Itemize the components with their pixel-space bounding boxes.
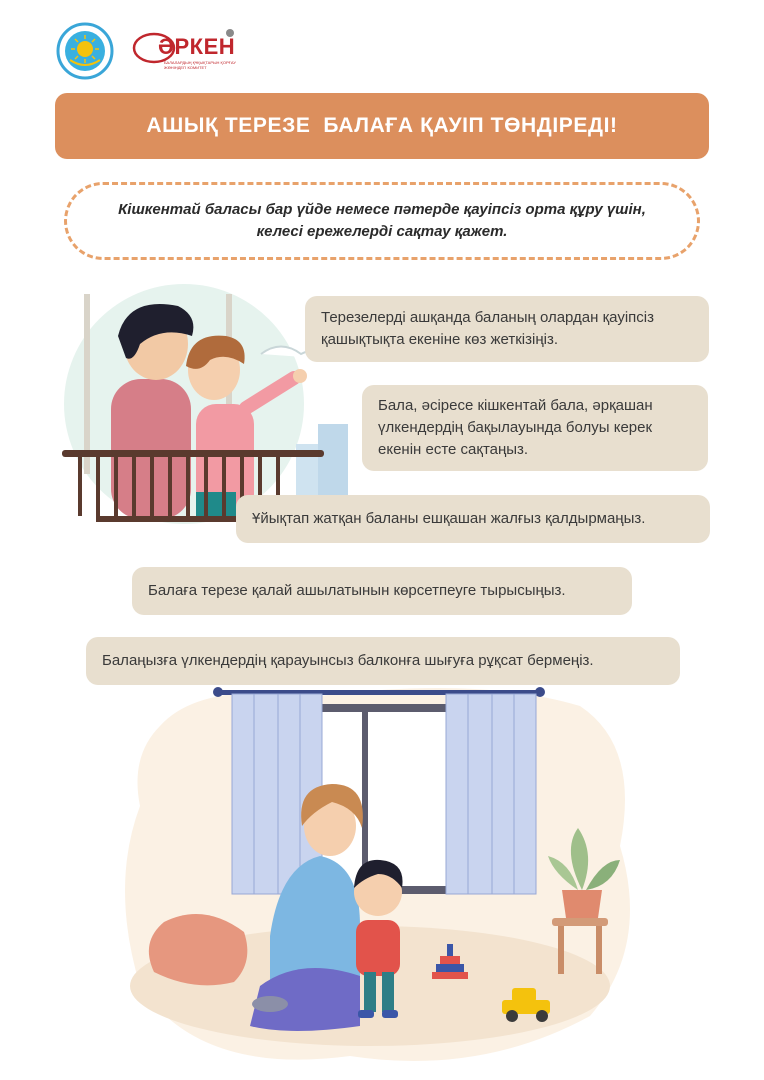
- tip-1-line-1: Терезелерді ашқанда баланың олардан қауіпсіз: [321, 309, 654, 326]
- tip-1-line-2: қашықтықта екеніне көз жеткізіңіз.: [321, 331, 558, 348]
- tip-1: [305, 296, 709, 362]
- page-title: АШЫҚ ТЕРЕЗЕ БАЛАҒА ҚАУІП ТӨНДІРЕДІ!: [146, 114, 618, 137]
- intro-line-2: келесі ережелерді сақтау қажет.: [256, 223, 508, 240]
- intro-line-1: Кішкентай баласы бар үйде немесе пәтерде қауіпсіз орта құру үшін,: [118, 201, 646, 218]
- intro-box: [64, 182, 700, 260]
- room-illustration: [120, 686, 650, 1066]
- title-banner: [55, 93, 709, 159]
- emblem-icon: [56, 22, 114, 80]
- arken-logo-icon: [132, 26, 244, 76]
- tip-2: [362, 385, 708, 471]
- tip-3: [236, 495, 710, 543]
- tip-5: [86, 637, 680, 685]
- tip-2-line-3: екенін есте сақтаңыз.: [378, 441, 529, 458]
- tip-3-line-1: Ұйықтап жатқан баланы ешқашан жалғыз қалдырмаңыз.: [252, 510, 646, 527]
- tip-5-line-1: Балаңызға үлкендердің қарауынсыз балконға шығуға рұқсат бермеңіз.: [102, 652, 594, 669]
- tip-4-line-1: Балаға терезе қалай ашылатынын көрсетпеуге тырысыңыз.: [148, 582, 566, 599]
- brand-subtitle: БАЛАЛАРДЫҢ ҚҰҚЫҚТАРЫН ҚОРҒАУ ЖӨНІНДЕГІ КОМИТЕТ: [164, 60, 236, 70]
- tip-2-line-1: Бала, әсіресе кішкентай бала, әрқашан: [378, 397, 653, 414]
- brand-name: ӘРКЕН: [158, 34, 236, 59]
- tip-2-line-2: үлкендердің бақылауында болуы керек: [378, 419, 653, 436]
- tip-4: [132, 567, 632, 615]
